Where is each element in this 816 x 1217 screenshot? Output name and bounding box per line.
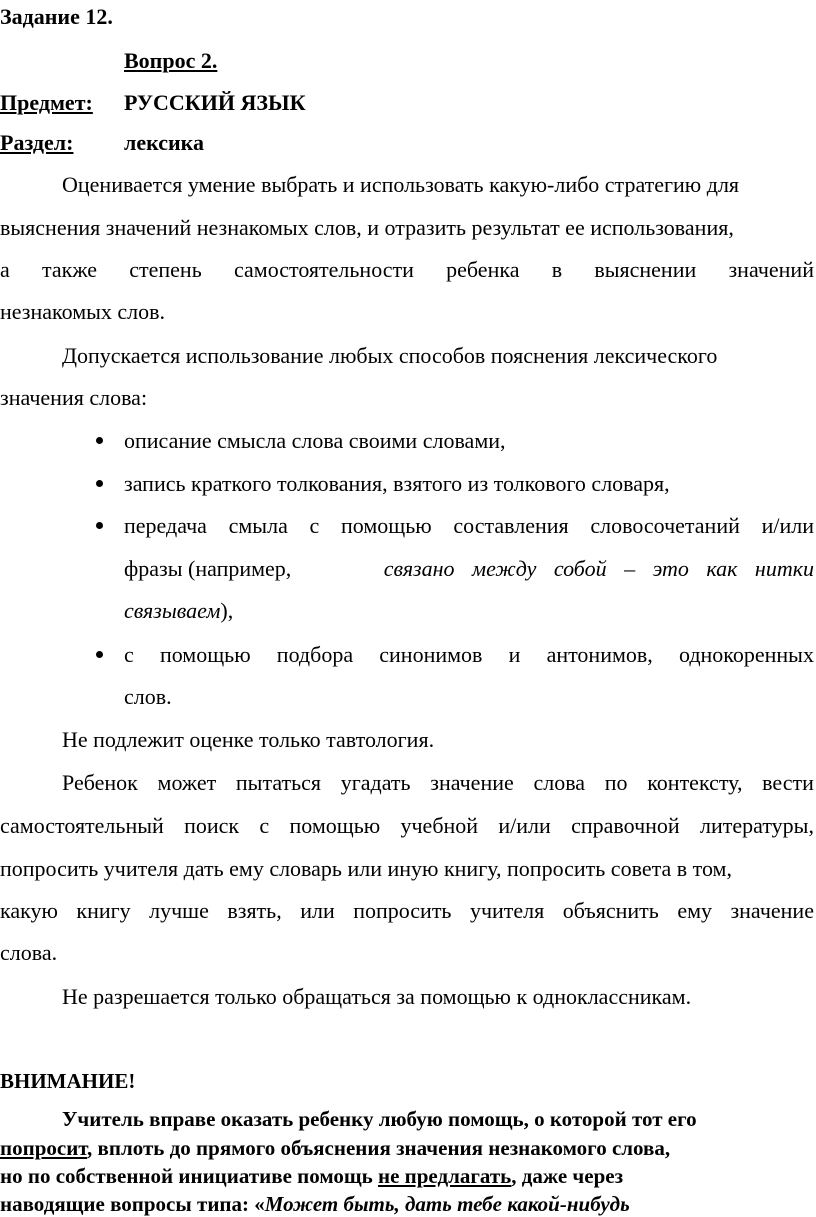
para5: Не разрешается только обращаться за помощью к одноклассникам.	[62, 984, 692, 1009]
para2-line1: Допускается использование любых способов пояснения лексического	[62, 343, 718, 368]
bullet-3-line3: связываем),	[124, 598, 234, 623]
attention-quote: Может быть, дать тебе какой-нибудь	[264, 1192, 630, 1216]
attention-title: ВНИМАНИЕ!	[0, 1069, 136, 1093]
bullet-3-text: фразы (например,	[124, 556, 292, 581]
bullet-2: запись краткого толкования, взятого из толкового словаря,	[124, 471, 670, 496]
para4-line1: Ребенок может пытаться угадать значение слова по контексту, вести	[62, 770, 814, 795]
bullet-3-example-end: связываем	[124, 598, 221, 623]
para4-line5: слова.	[0, 940, 58, 965]
para3: Не подлежит оценке только тавтология.	[62, 727, 435, 752]
bullet-4-line2: слов.	[124, 684, 172, 709]
bullet-4-line1: с помощью подбора синонимов и антонимов, однокоренных	[124, 642, 814, 667]
attention-line3: но по собственной инициативе помощь не предлагать, даже через	[0, 1164, 624, 1188]
para4-line2: самостоятельный поиск с помощью учебной и/или справочной литературы,	[0, 813, 814, 838]
bullet-3-example: связано между собой – это как нитки	[383, 556, 814, 581]
subject-label: Предмет:	[0, 90, 93, 115]
para4-line3: попросить учителя дать ему словарь или иную книгу, попросить совета в том,	[0, 856, 732, 881]
para1-line4: незнакомых слов.	[0, 299, 166, 324]
para2-line2: значения слова:	[0, 385, 148, 410]
bullet-1: описание смысла слова своими словами,	[124, 428, 506, 453]
question-number: Вопрос 2.	[124, 48, 218, 73]
subject-value: РУССКИЙ ЯЗЫК	[124, 90, 306, 115]
para1-line2: выяснения значений незнакомых слов, и отразить результат ее использования,	[0, 215, 734, 240]
para1-line1: Оценивается умение выбрать и использовать какую-либо стратегию для	[62, 172, 740, 197]
para4-line4: какую книгу лучше взять, или попросить учителя объяснить ему значение	[0, 898, 814, 923]
bullet-3-line2	[124, 556, 814, 582]
attention-underline-ask: попросит	[0, 1136, 88, 1160]
bullet-dot-4	[96, 651, 103, 658]
section-value: лексика	[124, 130, 205, 155]
section-label: Раздел:	[0, 130, 74, 155]
attention-underline-not-offer: не предлагать	[377, 1164, 512, 1188]
attention-line4: наводящие вопросы типа: «Может быть, дать тебе какой-нибудь	[0, 1192, 630, 1216]
bullet-dot-3	[96, 522, 103, 529]
bullet-dot-2	[96, 480, 103, 487]
para1-line3: а также степень самостоятельности ребенка в выяснении значений	[0, 257, 814, 282]
task-number: Задание 12.	[0, 4, 113, 29]
attention-line2: попросит, вплоть до прямого объяснения значения незнакомого слова,	[0, 1136, 671, 1160]
attention-line1: Учитель вправе оказать ребенку любую помощь, о которой тот его	[62, 1107, 697, 1131]
bullet-3-line1: передача смыла с помощью составления словосочетаний и/или	[124, 513, 814, 538]
bullet-dot-1	[96, 437, 103, 444]
